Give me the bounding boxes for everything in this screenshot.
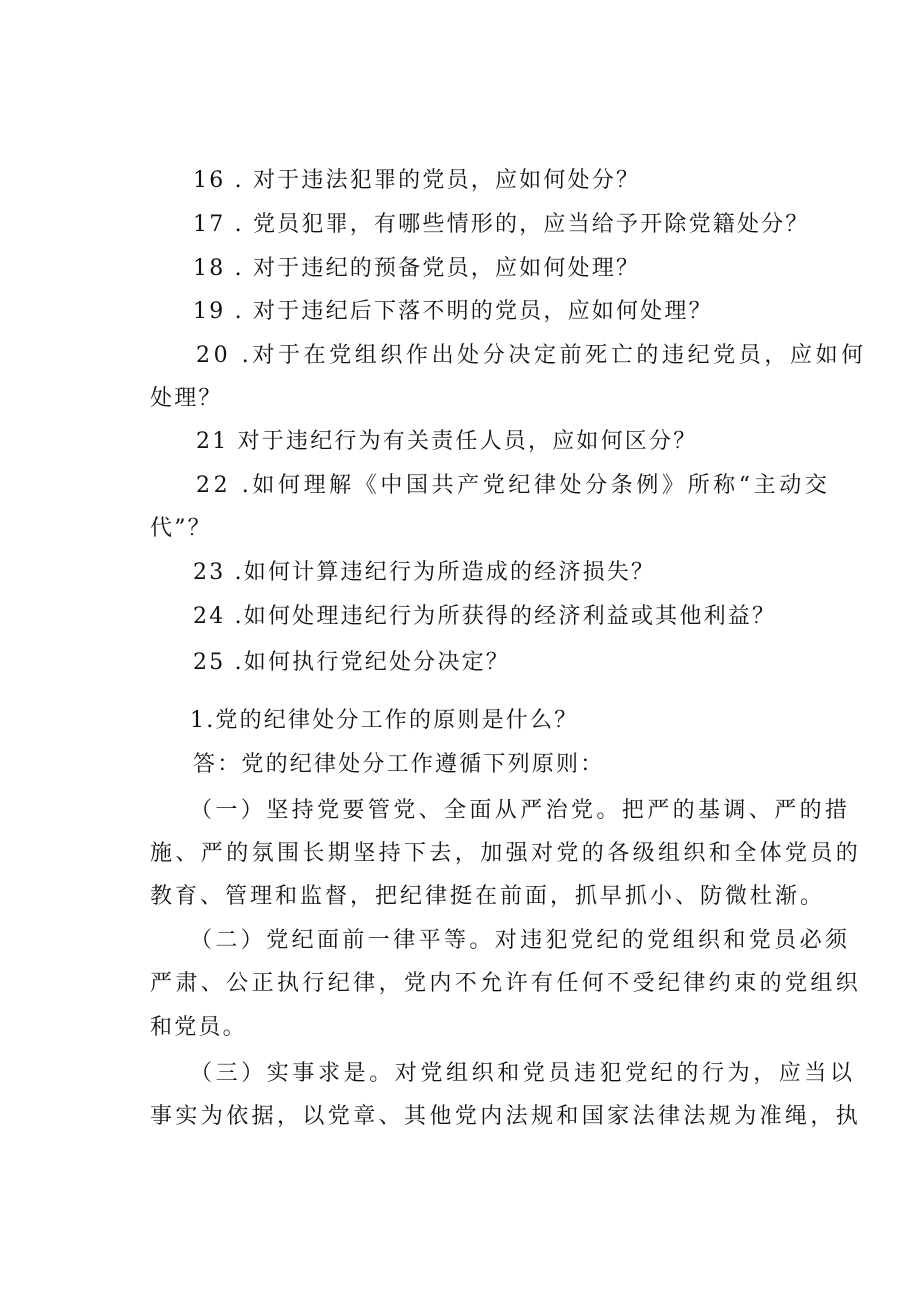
question-20: 20 .对于在党组织作出处分决定前死亡的违纪党员，应如何: [196, 343, 867, 368]
question-22: 22 .如何理解《中国共产党纪律处分条例》所称“主动交: [196, 473, 831, 498]
question-19: 19 . 对于违纪后下落不明的党员，应如何处理？: [193, 299, 713, 324]
question-22-continued: 代”？: [150, 516, 212, 541]
question-20-continued: 处理？: [150, 386, 223, 411]
principle-2-line: 和党员。: [150, 1015, 247, 1040]
principle-1-line: 教育、管理和监督，把纪律挺在前面，抓早抓小、防微杜渐。: [150, 884, 826, 909]
section-heading: 1.党的纪律处分工作的原则是什么？: [190, 708, 579, 733]
principle-1-line: （一）坚持党要管党、全面从严治党。把严的基调、严的措: [190, 798, 851, 823]
question-23: 23 .如何计算违纪行为所造成的经济损失？: [193, 560, 656, 585]
question-21: 21 对于违纪行为有关责任人员，应如何区分？: [196, 429, 698, 454]
question-24: 24 .如何处理违纪行为所获得的经济利益或其他利益？: [193, 604, 777, 629]
question-16: 16 . 对于违法犯罪的党员，应如何处分？: [193, 168, 641, 193]
principle-1-line: 施、严的氛围长期坚持下去，加强对党的各级组织和全体党员的: [150, 841, 862, 866]
question-17: 17 . 党员犯罪，有哪些情形的，应当给予开除党籍处分？: [193, 212, 810, 237]
question-25: 25 .如何执行党纪处分决定？: [193, 650, 510, 675]
question-18: 18 . 对于违纪的预备党员，应如何处理？: [193, 256, 641, 281]
principle-3-line: （三）实事求是。对党组织和党员违犯党纪的行为，应当以: [190, 1061, 856, 1086]
answer-intro: 答：党的纪律处分工作遵循下列原则：: [193, 752, 605, 777]
principle-2-line: 严肃、公正执行纪律，党内不允许有任何不受纪律约束的党组织: [150, 971, 862, 996]
principle-2-line: （二）党纪面前一律平等。对违犯党纪的党组织和党员必须: [190, 928, 851, 953]
principle-3-line: 事实为依据，以党章、其他党内法规和国家法律法规为准绳，执: [150, 1104, 862, 1129]
